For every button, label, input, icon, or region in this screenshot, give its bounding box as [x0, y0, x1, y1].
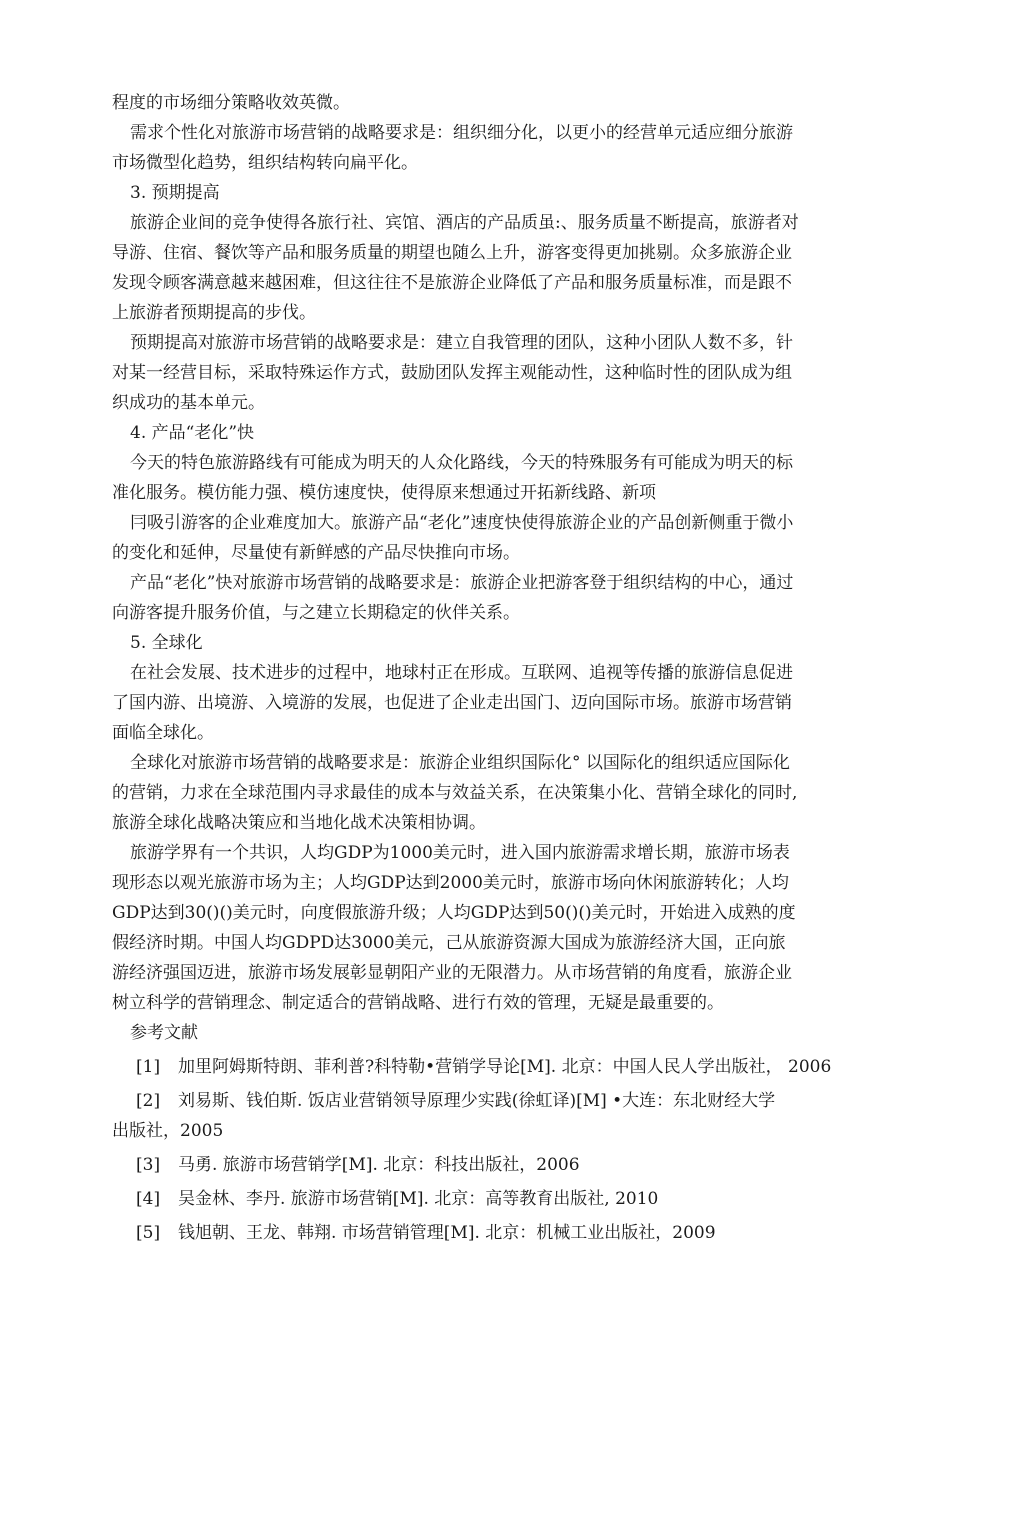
text-line: GDP达到30()()美元时，向度假旅游升级；人均GDP达到50()()美元时，开始进入成熟的度 — [112, 903, 796, 923]
reference-text: 钱旭朝、王龙、韩翔. 市场营销管理[M]. 北京：机械工业出版社，2009 — [178, 1223, 716, 1243]
references-heading: 参考文献 — [130, 1023, 198, 1043]
reference-text: 马勇. 旅游市场营销学[M]. 北京：科技出版社，2006 — [178, 1155, 580, 1175]
paragraph-line: 需求个性化对旅游市场营销的战略要求是：组织细分化，以更小的经营单元适应细分旅游 — [130, 123, 793, 143]
section-heading-5: 5. 全球化 — [130, 633, 203, 653]
text-line: 游经济强国迈进，旅游市场发展彰显朝阳产业的无限潜力。从市场营销的角度看，旅游企业 — [112, 963, 792, 983]
reference-number: [4] — [136, 1189, 161, 1209]
reference-text: 刘易斯、钱伯斯. 饭店业营销领导原理少实践(徐虹译)[M] •大连：东北财经大学 — [178, 1091, 776, 1111]
text-line: 的营销，力求在全球范围内寻求最佳的成本与效益关系，在决策集小化、营销全球化的同时, — [112, 783, 798, 803]
text-line: 旅游全球化战略决策应和当地化战术决策相协调。 — [112, 813, 486, 833]
paragraph-line: 今天的特色旅游路线有可能成为明天的人众化路线，今天的特殊服务有可能成为明天的标 — [130, 453, 793, 473]
reference-number: [5] — [136, 1223, 161, 1243]
reference-continuation: 出版社，2005 — [112, 1121, 224, 1141]
paragraph-line: 全球化对旅游市场营销的战略要求是：旅游企业组织国际化° 以国际化的组织适应国际化 — [130, 753, 790, 773]
paragraph-line: 冃吸引游客的企业难度加大。旅游产品“老化”速度快使得旅游企业的产品创新侧重于微小 — [130, 513, 794, 533]
paragraph-line: 旅游企业间的竞争使得各旅行社、宾馆、酒店的产品质虽:、服务质量不断提高，旅游者对 — [130, 213, 799, 233]
text-line: 准化服务。模仿能力强、模仿速度快，使得原来想通过开拓新线路、新项 — [112, 483, 656, 503]
section-heading-3: 3. 预期提高 — [130, 183, 220, 203]
reference-number: [2] — [136, 1091, 161, 1111]
text-line: 程度的市场细分策略收效英微。 — [112, 93, 350, 113]
reference-text: 吴金林、李丹. 旅游市场营销[M]. 北京：高等教育出版社, 2010 — [178, 1189, 659, 1209]
paragraph-line: 旅游学界有一个共识，人均GDP为1000美元时，进入国内旅游需求增长期，旅游市场表 — [130, 843, 790, 863]
reference-number: [3] — [136, 1155, 161, 1175]
text-line: 导游、住宿、餐饮等产品和服务质量的期望也随么上升，游客变得更加挑剔。众多旅游企业 — [112, 243, 792, 263]
text-line: 对某一经营目标，采取特殊运作方式，鼓励团队发挥主观能动性，这种临时性的团队成为组 — [112, 363, 792, 383]
reference-text: 加里阿姆斯特朗、菲利普?科特勒•营销学导论[M]. 北京：中国人民人学出版社， 2006 — [178, 1057, 832, 1077]
reference-item — [112, 1216, 902, 1250]
reference-item — [112, 1148, 902, 1182]
reference-number: [1] — [136, 1057, 161, 1077]
text-line: 发现令顾客满意越来越困难，但这往往不是旅游企业降低了产品和服务质量标准，而是跟不 — [112, 273, 792, 293]
text-line: 了国内游、出境游、入境游的发展，也促进了企业走出国门、迈向国际市场。旅游市场营销 — [112, 693, 792, 713]
section-heading-4: 4. 产品“老化”快 — [130, 423, 255, 443]
reference-item — [112, 1084, 902, 1118]
paragraph-line: 产品“老化”快对旅游市场营销的战略要求是：旅游企业把游客登于组织结构的中心，通过 — [130, 573, 794, 593]
document-page — [112, 88, 902, 1250]
text-line: 的变化和延伸，尽量使有新鲜感的产品尽快推向市场。 — [112, 543, 520, 563]
text-line: 现形态以观光旅游市场为主；人均GDP达到2000美元时，旅游市场向休闲旅游转化；人均 — [112, 873, 789, 893]
text-line: 树立科学的营销理念、制定适合的营销战略、进行冇效的管理，无疑是最重要的。 — [112, 993, 724, 1013]
paragraph-line: 在社会发展、技术进步的过程中，地球村正在形成。互联网、追视等传播的旅游信息促进 — [130, 663, 793, 683]
paragraph-line: 预期提高对旅游市场营销的战略要求是：建立自我管理的团队，这种小团队人数不多，针 — [130, 333, 793, 353]
text-line: 面临全球化。 — [112, 723, 214, 743]
text-line: 假经济时期。中国人均GDPD达3000美元，己从旅游资源大国成为旅游经济大国，正向旅 — [112, 933, 786, 953]
text-line: 上旅游者预期提高的步伐。 — [112, 303, 316, 323]
text-line: 市场微型化趋势，组织结构转向扁平化。 — [112, 153, 418, 173]
reference-item — [112, 1182, 902, 1216]
text-line: 向游客提升服务价值，与之建立长期稳定的伙伴关系。 — [112, 603, 520, 623]
text-line: 织成功的基本单元。 — [112, 393, 265, 413]
reference-item — [112, 1050, 902, 1084]
